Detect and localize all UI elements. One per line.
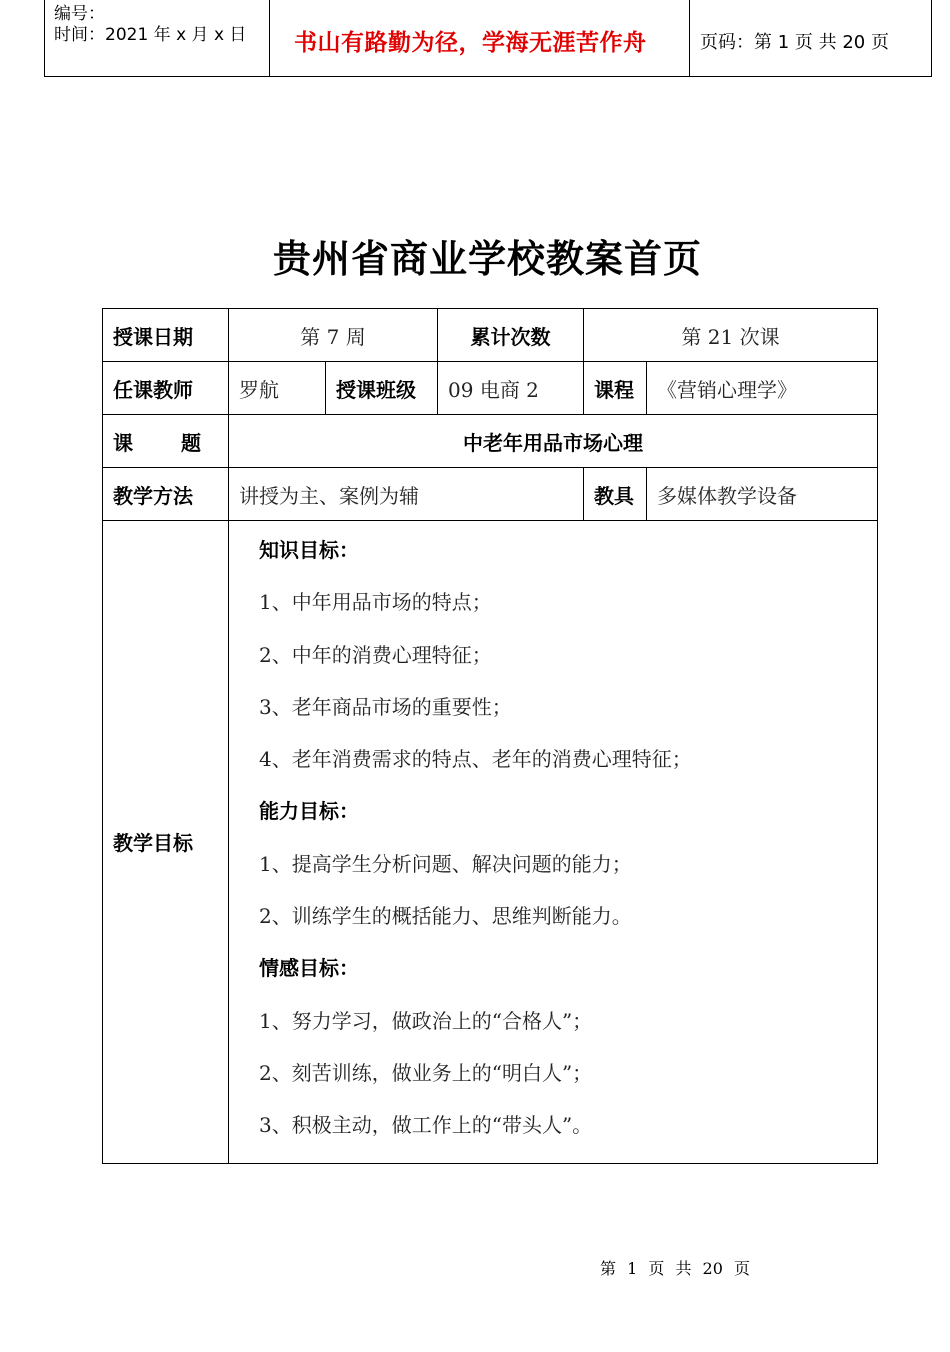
- time-label: 时间：2021 年 x 月 x 日: [54, 25, 247, 45]
- goal-item: 2、中年的消费心理特征；: [259, 642, 492, 667]
- goal-item: 1、努力学习，做政治上的“合格人”；: [259, 1008, 593, 1033]
- goals-label: 教学目标: [103, 521, 229, 1164]
- goal-heading: 情感目标：: [259, 956, 359, 981]
- class-value: 09 电商 2: [438, 362, 584, 415]
- page-header: [44, 0, 932, 77]
- course-label: 课程: [584, 362, 647, 415]
- header-divider: [931, 0, 932, 76]
- table-row: [103, 521, 878, 1164]
- topic-label: [103, 415, 229, 468]
- table-row: [103, 468, 878, 521]
- goal-heading: 知识目标：: [259, 538, 359, 562]
- header-divider: [689, 0, 690, 76]
- tools-label: 教具: [584, 468, 647, 521]
- goal-item: 2、刻苦训练，做业务上的“明白人”；: [259, 1060, 593, 1085]
- topic-label-a: 课: [113, 430, 133, 455]
- goal-heading: 能力目标：: [259, 799, 359, 824]
- number-label: 编号：: [54, 4, 105, 24]
- goal-item: 3、积极主动，做工作上的“带头人”。: [259, 1113, 593, 1138]
- header-meta: [54, 4, 246, 46]
- header-divider: [44, 0, 45, 76]
- count-label: 累计次数: [438, 309, 584, 362]
- class-label: 授课班级: [326, 362, 438, 415]
- topic-label-b: 题: [181, 430, 201, 455]
- header-page-label: 页码：第 1 页 共 20 页: [700, 32, 889, 53]
- course-value: 《营销心理学》: [647, 362, 878, 415]
- method-value: 讲授为主、案例为辅: [229, 468, 584, 521]
- goal-item: 4、老年消费需求的特点、老年的消费心理特征；: [259, 747, 692, 772]
- page-footer: 第 1 页 共 20 页: [600, 1259, 750, 1278]
- teacher-value: 罗航: [229, 362, 326, 415]
- lesson-plan-table: [102, 308, 878, 1164]
- table-row: [103, 362, 878, 415]
- date-label: 授课日期: [103, 309, 229, 362]
- tools-value: 多媒体教学设备: [647, 468, 878, 521]
- goal-item: 2、训练学生的概括能力、思维判断能力。: [259, 904, 632, 929]
- table-row: [103, 415, 878, 468]
- goals-list: [229, 521, 878, 1164]
- goal-item: 1、提高学生分析问题、解决问题的能力；: [259, 851, 632, 876]
- motto: 书山有路勤为径，学海无涯苦作舟: [294, 30, 647, 56]
- count-value: 第 21 次课: [584, 309, 878, 362]
- topic-value: 中老年用品市场心理: [229, 415, 878, 468]
- table-row: [103, 309, 878, 362]
- date-value: 第 7 周: [229, 309, 438, 362]
- goal-item: 3、老年商品市场的重要性；: [259, 694, 512, 719]
- method-label: 教学方法: [103, 468, 229, 521]
- header-divider: [269, 0, 270, 76]
- goal-item: 1、中年用品市场的特点；: [259, 590, 492, 615]
- teacher-label: 任课教师: [103, 362, 229, 415]
- page-title: 贵州省商业学校教案首页: [272, 237, 702, 281]
